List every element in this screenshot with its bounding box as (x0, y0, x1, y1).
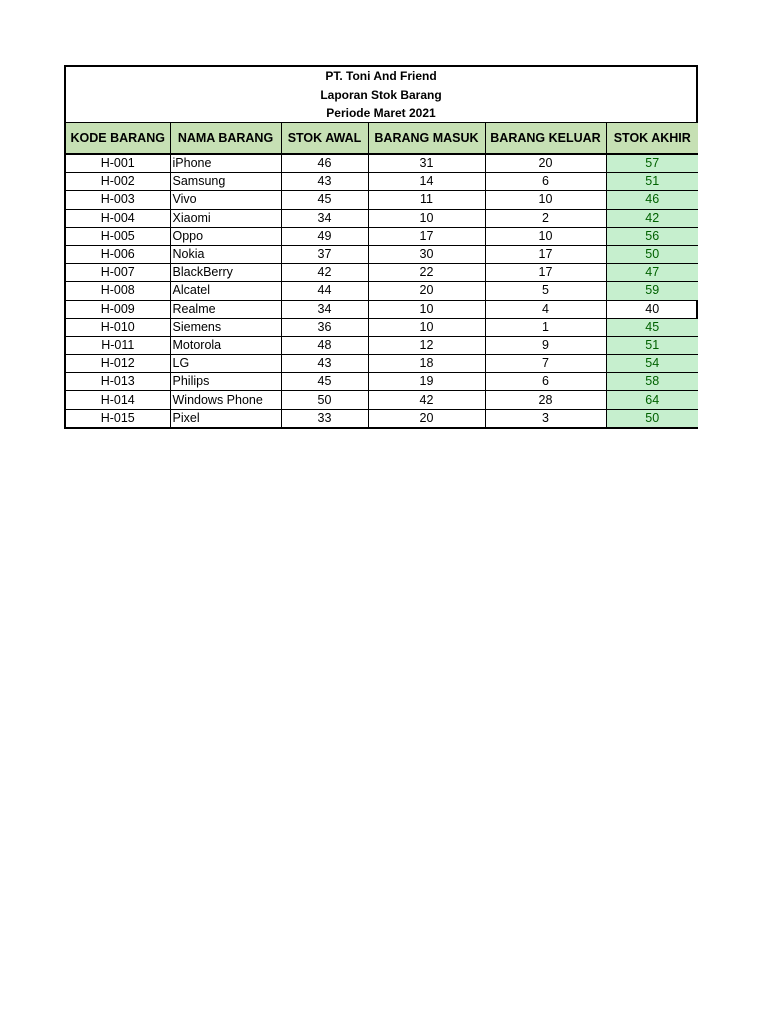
cell-nama-barang[interactable]: Xiaomi (170, 209, 281, 227)
cell-barang-keluar[interactable]: 3 (485, 409, 606, 427)
cell-stok-awal[interactable]: 50 (281, 391, 368, 409)
cell-stok-awal[interactable]: 43 (281, 173, 368, 191)
cell-kode-barang[interactable]: H-006 (66, 245, 170, 263)
cell-stok-akhir[interactable]: 42 (606, 209, 698, 227)
cell-barang-masuk[interactable]: 20 (368, 409, 485, 427)
table-row (66, 245, 698, 263)
cell-stok-awal[interactable]: 46 (281, 154, 368, 173)
cell-stok-awal[interactable]: 36 (281, 318, 368, 336)
table-row (66, 391, 698, 409)
cell-barang-masuk[interactable]: 10 (368, 318, 485, 336)
cell-stok-awal[interactable]: 43 (281, 355, 368, 373)
table-row (66, 300, 698, 318)
report-title: Laporan Stok Barang (320, 87, 442, 102)
cell-stok-akhir[interactable]: 51 (606, 173, 698, 191)
cell-stok-akhir[interactable]: 45 (606, 318, 698, 336)
cell-nama-barang[interactable]: Windows Phone (170, 391, 281, 409)
company-name: PT. Toni And Friend (325, 69, 437, 83)
cell-barang-keluar[interactable]: 10 (485, 227, 606, 245)
cell-barang-masuk[interactable]: 42 (368, 391, 485, 409)
cell-barang-masuk[interactable]: 20 (368, 282, 485, 300)
table-row (66, 318, 698, 336)
cell-kode-barang[interactable]: H-010 (66, 318, 170, 336)
cell-barang-masuk[interactable]: 31 (368, 154, 485, 173)
cell-barang-masuk[interactable]: 10 (368, 209, 485, 227)
cell-stok-akhir[interactable]: 59 (606, 282, 698, 300)
cell-kode-barang[interactable]: H-012 (66, 355, 170, 373)
table-body (66, 154, 698, 427)
cell-nama-barang[interactable]: Nokia (170, 245, 281, 263)
cell-kode-barang[interactable]: H-007 (66, 264, 170, 282)
cell-barang-keluar[interactable]: 5 (485, 282, 606, 300)
cell-stok-awal[interactable]: 42 (281, 264, 368, 282)
cell-barang-keluar[interactable]: 10 (485, 191, 606, 209)
cell-barang-keluar[interactable]: 17 (485, 264, 606, 282)
cell-stok-awal[interactable]: 34 (281, 300, 368, 318)
cell-kode-barang[interactable]: H-014 (66, 391, 170, 409)
stock-table (66, 123, 698, 427)
cell-kode-barang[interactable]: H-002 (66, 173, 170, 191)
cell-nama-barang[interactable]: BlackBerry (170, 264, 281, 282)
cell-barang-masuk[interactable]: 22 (368, 264, 485, 282)
cell-stok-awal[interactable]: 34 (281, 209, 368, 227)
header-nama-barang[interactable]: NAMA BARANG (170, 123, 281, 154)
cell-stok-awal[interactable]: 45 (281, 191, 368, 209)
cell-kode-barang[interactable]: H-009 (66, 300, 170, 318)
cell-stok-awal[interactable]: 44 (281, 282, 368, 300)
report-title-block (66, 67, 696, 123)
cell-stok-akhir[interactable]: 58 (606, 373, 698, 391)
cell-stok-awal[interactable]: 33 (281, 409, 368, 427)
cell-nama-barang[interactable]: iPhone (170, 154, 281, 173)
cell-barang-keluar[interactable]: 20 (485, 154, 606, 173)
cell-kode-barang[interactable]: H-015 (66, 409, 170, 427)
cell-stok-akhir[interactable]: 40 (606, 300, 698, 318)
cell-stok-awal[interactable]: 49 (281, 227, 368, 245)
cell-barang-keluar[interactable]: 9 (485, 336, 606, 354)
cell-barang-keluar[interactable]: 6 (485, 373, 606, 391)
cell-barang-masuk[interactable]: 19 (368, 373, 485, 391)
table-row (66, 154, 698, 173)
cell-kode-barang[interactable]: H-003 (66, 191, 170, 209)
table-row (66, 209, 698, 227)
table-row (66, 409, 698, 427)
cell-stok-awal[interactable]: 37 (281, 245, 368, 263)
cell-barang-masuk[interactable]: 14 (368, 173, 485, 191)
cell-stok-akhir[interactable]: 64 (606, 391, 698, 409)
cell-stok-akhir[interactable]: 57 (606, 154, 698, 173)
report-period: Periode Maret 2021 (326, 106, 436, 120)
header-stok-awal[interactable]: STOK AWAL (281, 123, 368, 154)
cell-nama-barang[interactable]: Siemens (170, 318, 281, 336)
cell-stok-akhir[interactable]: 56 (606, 227, 698, 245)
cell-barang-keluar[interactable]: 6 (485, 173, 606, 191)
cell-nama-barang[interactable]: Oppo (170, 227, 281, 245)
table-row (66, 373, 698, 391)
cell-nama-barang[interactable]: LG (170, 355, 281, 373)
table-row (66, 191, 698, 209)
cell-barang-keluar[interactable]: 4 (485, 300, 606, 318)
table-row (66, 282, 698, 300)
cell-nama-barang[interactable]: Vivo (170, 191, 281, 209)
table-row (66, 264, 698, 282)
stock-report-sheet (64, 65, 698, 429)
table-row (66, 355, 698, 373)
cell-barang-keluar[interactable]: 7 (485, 355, 606, 373)
table-row (66, 173, 698, 191)
header-barang-masuk[interactable]: BARANG MASUK (368, 123, 485, 154)
header-stok-akhir[interactable]: STOK AKHIR (606, 123, 698, 154)
cell-barang-keluar[interactable]: 28 (485, 391, 606, 409)
cell-kode-barang[interactable]: H-013 (66, 373, 170, 391)
cell-barang-keluar[interactable]: 2 (485, 209, 606, 227)
cell-barang-masuk[interactable]: 12 (368, 336, 485, 354)
cell-stok-akhir[interactable]: 46 (606, 191, 698, 209)
cell-kode-barang[interactable]: H-004 (66, 209, 170, 227)
cell-stok-akhir[interactable]: 50 (606, 245, 698, 263)
cell-nama-barang[interactable]: Motorola (170, 336, 281, 354)
cell-barang-masuk[interactable]: 17 (368, 227, 485, 245)
table-row (66, 336, 698, 354)
cell-nama-barang[interactable]: Samsung (170, 173, 281, 191)
cell-barang-masuk[interactable]: 18 (368, 355, 485, 373)
cell-nama-barang[interactable]: Realme (170, 300, 281, 318)
cell-stok-awal[interactable]: 48 (281, 336, 368, 354)
header-kode-barang[interactable]: KODE BARANG (66, 123, 170, 154)
header-barang-keluar[interactable]: BARANG KELUAR (485, 123, 606, 154)
cell-stok-akhir[interactable]: 54 (606, 355, 698, 373)
header-row (66, 123, 698, 154)
cell-kode-barang[interactable]: H-005 (66, 227, 170, 245)
cell-nama-barang[interactable]: Philips (170, 373, 281, 391)
cell-kode-barang[interactable]: H-008 (66, 282, 170, 300)
cell-nama-barang[interactable]: Alcatel (170, 282, 281, 300)
cell-stok-akhir[interactable]: 47 (606, 264, 698, 282)
cell-barang-keluar[interactable]: 17 (485, 245, 606, 263)
cell-barang-masuk[interactable]: 30 (368, 245, 485, 263)
cell-barang-masuk[interactable]: 11 (368, 191, 485, 209)
cell-stok-awal[interactable]: 45 (281, 373, 368, 391)
cell-kode-barang[interactable]: H-001 (66, 154, 170, 173)
cell-stok-akhir[interactable]: 51 (606, 336, 698, 354)
cell-barang-keluar[interactable]: 1 (485, 318, 606, 336)
cell-stok-akhir[interactable]: 50 (606, 409, 698, 427)
cell-kode-barang[interactable]: H-011 (66, 336, 170, 354)
cell-barang-masuk[interactable]: 10 (368, 300, 485, 318)
cell-nama-barang[interactable]: Pixel (170, 409, 281, 427)
table-row (66, 227, 698, 245)
